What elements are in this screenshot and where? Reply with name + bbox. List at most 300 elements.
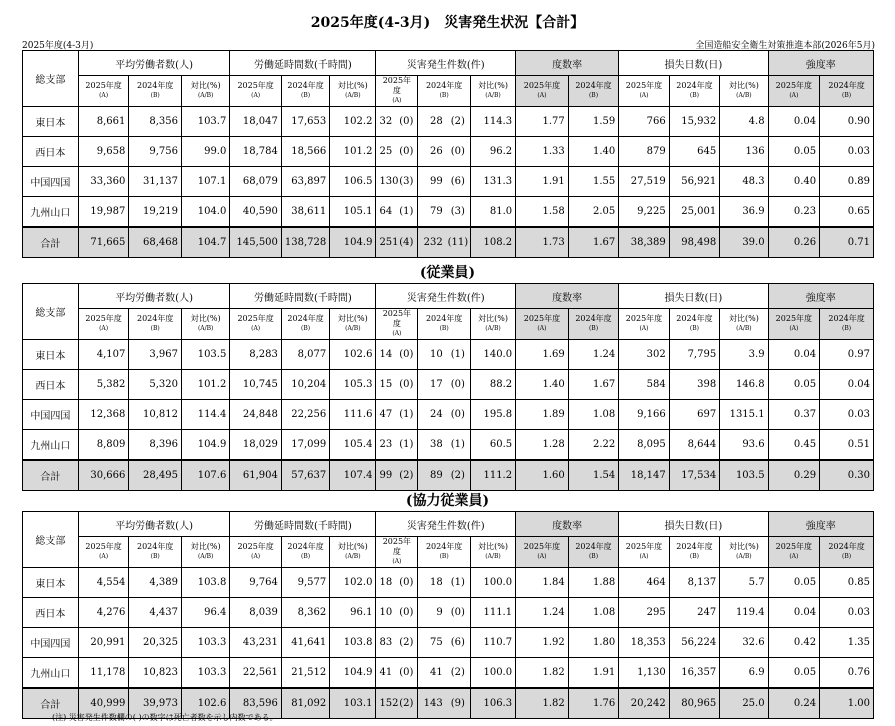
cell-sev_b: 0.76 bbox=[820, 658, 874, 689]
table-row bbox=[23, 197, 874, 228]
cell-freq_a: 1.84 bbox=[516, 568, 569, 598]
period-label: 2025年度(4-3月) bbox=[22, 41, 94, 51]
sub-sev-2024-code: (B) bbox=[842, 553, 852, 560]
sub-hours-ratio-code: (A/B) bbox=[345, 553, 361, 560]
cell-freq_a: 1.91 bbox=[516, 167, 569, 197]
cell-sev_b: 0.85 bbox=[820, 568, 874, 598]
cell-workers_a: 71,665 bbox=[78, 227, 128, 258]
sub-workers-2025 bbox=[78, 76, 128, 107]
cell-acc_r: 100.0 bbox=[470, 568, 515, 598]
cell-acc_a: 23 bbox=[376, 430, 395, 461]
cell-freq_a: 1.73 bbox=[516, 227, 569, 258]
group-lost-days: 損失日数(日) bbox=[619, 51, 768, 76]
cell-hours_r: 102.0 bbox=[330, 568, 376, 598]
cell-workers_a: 11,178 bbox=[78, 658, 128, 689]
sub-lost-2025 bbox=[619, 537, 669, 568]
cell-freq_a: 1.77 bbox=[516, 107, 569, 137]
sub-acc-2024-code: (B) bbox=[439, 553, 449, 560]
cell-workers_r: 103.3 bbox=[181, 658, 229, 689]
sub-freq-2025-code: (A) bbox=[537, 553, 547, 560]
sub-hours-2025 bbox=[230, 76, 282, 107]
cell-hours_b: 21,512 bbox=[281, 658, 329, 689]
group-workers: 平均労働者数(人) bbox=[78, 284, 229, 309]
cell-hours_r: 96.1 bbox=[330, 598, 376, 628]
cell-hours_r: 104.9 bbox=[330, 658, 376, 689]
branch-name: 九州山口 bbox=[23, 658, 79, 689]
cell-workers_a: 4,276 bbox=[78, 598, 128, 628]
cell-sev_b: 1.00 bbox=[820, 688, 874, 719]
sub-lost-2025-code: (A) bbox=[639, 92, 649, 99]
branch-name: 合計 bbox=[23, 227, 79, 258]
cell-hours_r: 105.3 bbox=[330, 370, 376, 400]
sub-freq-2024 bbox=[568, 76, 618, 107]
cell-workers_b: 68,468 bbox=[129, 227, 182, 258]
cell-acc_a_deaths: (2) bbox=[395, 688, 418, 719]
sub-acc-2025-year: 2025年度 bbox=[382, 76, 412, 95]
cell-lost_a: 464 bbox=[619, 568, 669, 598]
branch-header: 総支部 bbox=[23, 51, 79, 107]
cell-acc_a_deaths: (0) bbox=[395, 658, 418, 689]
group-hours: 労働延時間数(千時間) bbox=[230, 512, 376, 537]
sub-sev-2024-year: 2024年度 bbox=[828, 542, 865, 551]
sub-freq-2025 bbox=[516, 76, 569, 107]
cell-hours_a: 43,231 bbox=[230, 628, 282, 658]
cell-freq_b: 1.40 bbox=[568, 137, 618, 167]
cell-acc_a: 10 bbox=[376, 598, 395, 628]
cell-lost_a: 20,242 bbox=[619, 688, 669, 719]
cell-sev_b: 0.90 bbox=[820, 107, 874, 137]
sub-hours-ratio bbox=[330, 309, 376, 340]
cell-acc_a_deaths: (2) bbox=[395, 460, 418, 491]
cell-lost_b: 398 bbox=[669, 370, 719, 400]
cell-workers_r: 104.0 bbox=[181, 197, 229, 228]
cell-freq_a: 1.82 bbox=[516, 658, 569, 689]
sub-lost-ratio-code: (A/B) bbox=[736, 325, 752, 332]
cell-lost_b: 697 bbox=[669, 400, 719, 430]
sub-hours-ratio-code: (A/B) bbox=[345, 325, 361, 332]
sub-acc-2025-code: (A) bbox=[392, 330, 402, 337]
sub-workers-ratio-year: 対比(%) bbox=[190, 314, 221, 323]
sub-acc-2024 bbox=[418, 76, 471, 107]
cell-workers_b: 20,325 bbox=[129, 628, 182, 658]
cell-workers_a: 5,382 bbox=[78, 370, 128, 400]
cell-workers_b: 8,356 bbox=[129, 107, 182, 137]
cell-hours_b: 63,897 bbox=[281, 167, 329, 197]
sub-freq-2024-year: 2024年度 bbox=[575, 542, 612, 551]
group-severity: 強度率 bbox=[768, 512, 873, 537]
sub-freq-2025-code: (A) bbox=[537, 325, 547, 332]
table-row bbox=[23, 568, 874, 598]
sub-hours-2024-code: (B) bbox=[301, 325, 311, 332]
cell-lost_r: 39.0 bbox=[720, 227, 768, 258]
cell-acc_a_deaths: (0) bbox=[395, 568, 418, 598]
cell-sev_b: 0.03 bbox=[820, 400, 874, 430]
cell-workers_b: 10,823 bbox=[129, 658, 182, 689]
cell-sev_b: 0.03 bbox=[820, 137, 874, 167]
cell-acc_b_deaths: (3) bbox=[446, 197, 471, 228]
cell-sev_b: 0.51 bbox=[820, 430, 874, 461]
sub-lost-2024-year: 2024年度 bbox=[676, 81, 713, 90]
cell-lost_a: 879 bbox=[619, 137, 669, 167]
sub-lost-2025 bbox=[619, 76, 669, 107]
sub-hours-2024-year: 2024年度 bbox=[287, 542, 324, 551]
cell-hours_b: 10,204 bbox=[281, 370, 329, 400]
cell-hours_r: 103.1 bbox=[330, 688, 376, 719]
cell-lost_b: 8,137 bbox=[669, 568, 719, 598]
cell-hours_b: 41,641 bbox=[281, 628, 329, 658]
table-row bbox=[23, 227, 874, 258]
cell-acc_r: 111.2 bbox=[470, 460, 515, 491]
sub-lost-ratio-year: 対比(%) bbox=[728, 314, 759, 323]
cell-workers_b: 4,437 bbox=[129, 598, 182, 628]
cell-freq_a: 1.89 bbox=[516, 400, 569, 430]
sub-lost-ratio bbox=[720, 537, 768, 568]
cell-acc_b_deaths: (2) bbox=[446, 107, 471, 137]
cell-freq_b: 1.76 bbox=[568, 688, 618, 719]
sub-sev-2025-code: (A) bbox=[789, 92, 799, 99]
branch-name: 東日本 bbox=[23, 568, 79, 598]
sub-lost-2025 bbox=[619, 309, 669, 340]
cell-freq_b: 1.88 bbox=[568, 568, 618, 598]
sub-lost-2025-code: (A) bbox=[639, 325, 649, 332]
sub-workers-2025-year: 2025年度 bbox=[85, 314, 122, 323]
cell-freq_a: 1.58 bbox=[516, 197, 569, 228]
cell-freq_b: 2.22 bbox=[568, 430, 618, 461]
cell-lost_r: 103.5 bbox=[720, 460, 768, 491]
sub-workers-2025 bbox=[78, 309, 128, 340]
cell-workers_a: 8,809 bbox=[78, 430, 128, 461]
cell-workers_a: 9,658 bbox=[78, 137, 128, 167]
cell-workers_b: 19,219 bbox=[129, 197, 182, 228]
table-row bbox=[23, 400, 874, 430]
sub-sev-2025 bbox=[768, 537, 820, 568]
cell-workers_r: 101.2 bbox=[181, 370, 229, 400]
cell-workers_r: 102.6 bbox=[181, 688, 229, 719]
sub-sev-2025 bbox=[768, 309, 820, 340]
cell-hours_a: 8,283 bbox=[230, 340, 282, 370]
cell-hours_b: 9,577 bbox=[281, 568, 329, 598]
cell-acc_a_deaths: (0) bbox=[395, 370, 418, 400]
cell-hours_a: 24,848 bbox=[230, 400, 282, 430]
cell-lost_r: 136 bbox=[720, 137, 768, 167]
sub-acc-ratio-year: 対比(%) bbox=[478, 314, 508, 323]
cell-sev_b: 1.35 bbox=[820, 628, 874, 658]
cell-lost_r: 5.7 bbox=[720, 568, 768, 598]
cell-lost_r: 32.6 bbox=[720, 628, 768, 658]
cell-acc_b: 17 bbox=[418, 370, 446, 400]
sub-acc-2024-year: 2024年度 bbox=[425, 81, 463, 90]
branch-name: 中国四国 bbox=[23, 167, 79, 197]
sub-lost-ratio-year: 対比(%) bbox=[728, 81, 759, 90]
cell-acc_r: 96.2 bbox=[470, 137, 515, 167]
sub-lost-ratio bbox=[720, 309, 768, 340]
sub-sev-2024 bbox=[820, 309, 874, 340]
sub-sev-2025-year: 2025年度 bbox=[775, 314, 813, 323]
cell-hours_b: 138,728 bbox=[281, 227, 329, 258]
cell-acc_r: 106.3 bbox=[470, 688, 515, 719]
cell-sev_a: 0.23 bbox=[768, 197, 820, 228]
cell-workers_b: 8,396 bbox=[129, 430, 182, 461]
sub-freq-2024 bbox=[568, 309, 618, 340]
sub-workers-ratio-year: 対比(%) bbox=[190, 542, 221, 551]
branch-name: 中国四国 bbox=[23, 628, 79, 658]
sub-acc-2025 bbox=[376, 76, 418, 107]
cell-hours_b: 81,092 bbox=[281, 688, 329, 719]
cell-hours_b: 8,077 bbox=[281, 340, 329, 370]
cell-hours_a: 22,561 bbox=[230, 658, 282, 689]
cell-freq_b: 1.67 bbox=[568, 227, 618, 258]
sub-lost-2025-year: 2025年度 bbox=[625, 81, 663, 90]
cell-sev_b: 0.03 bbox=[820, 598, 874, 628]
cell-sev_b: 0.89 bbox=[820, 167, 874, 197]
cell-hours_b: 38,611 bbox=[281, 197, 329, 228]
sub-hours-2024 bbox=[281, 309, 329, 340]
cell-workers_r: 103.5 bbox=[181, 340, 229, 370]
branch-name: 九州山口 bbox=[23, 197, 79, 228]
cell-lost_b: 17,534 bbox=[669, 460, 719, 491]
sub-hours-2024 bbox=[281, 76, 329, 107]
sub-freq-2024-code: (B) bbox=[588, 92, 599, 99]
cell-workers_a: 33,360 bbox=[78, 167, 128, 197]
cell-hours_a: 68,079 bbox=[230, 167, 282, 197]
cell-lost_b: 25,001 bbox=[669, 197, 719, 228]
cell-hours_r: 103.8 bbox=[330, 628, 376, 658]
sub-lost-2024-year: 2024年度 bbox=[676, 314, 713, 323]
cell-lost_a: 38,389 bbox=[619, 227, 669, 258]
cell-workers_b: 3,967 bbox=[129, 340, 182, 370]
sub-hours-2024-year: 2024年度 bbox=[287, 314, 324, 323]
cell-sev_a: 0.37 bbox=[768, 400, 820, 430]
branch-name: 中国四国 bbox=[23, 400, 79, 430]
cell-acc_r: 108.2 bbox=[470, 227, 515, 258]
sub-acc-ratio-code: (A/B) bbox=[485, 325, 501, 332]
sub-acc-2025-code: (A) bbox=[392, 97, 402, 104]
sub-acc-2024-code: (B) bbox=[439, 325, 449, 332]
sub-hours-2025 bbox=[230, 309, 282, 340]
cell-acc_a: 32 bbox=[376, 107, 395, 137]
group-hours: 労働延時間数(千時間) bbox=[230, 284, 376, 309]
sub-hours-ratio-year: 対比(%) bbox=[337, 81, 368, 90]
cell-sev_a: 0.40 bbox=[768, 167, 820, 197]
table-row bbox=[23, 430, 874, 461]
sub-hours-2025-code: (A) bbox=[251, 92, 261, 99]
cell-acc_a: 25 bbox=[376, 137, 395, 167]
sub-lost-2024 bbox=[669, 537, 719, 568]
sub-lost-2025-year: 2025年度 bbox=[625, 542, 663, 551]
cell-acc_b: 99 bbox=[418, 167, 446, 197]
cell-lost_r: 3.9 bbox=[720, 340, 768, 370]
cell-workers_a: 12,368 bbox=[78, 400, 128, 430]
table-row bbox=[23, 340, 874, 370]
cell-sev_a: 0.04 bbox=[768, 107, 820, 137]
group-accidents: 災害発生件数(件) bbox=[376, 284, 516, 309]
sub-workers-2024 bbox=[129, 309, 182, 340]
sub-acc-ratio-code: (A/B) bbox=[485, 553, 501, 560]
cell-freq_a: 1.60 bbox=[516, 460, 569, 491]
cell-acc_b_deaths: (9) bbox=[446, 688, 471, 719]
cell-acc_b: 79 bbox=[418, 197, 446, 228]
page-title: 2025年度(4-3月) 災害発生状況【合計】 bbox=[310, 15, 585, 31]
sub-workers-2024-year: 2024年度 bbox=[136, 81, 174, 90]
sub-freq-2025-year: 2025年度 bbox=[523, 314, 561, 323]
cell-acc_b_deaths: (6) bbox=[446, 167, 471, 197]
group-workers: 平均労働者数(人) bbox=[78, 51, 229, 76]
cell-freq_b: 1.80 bbox=[568, 628, 618, 658]
cell-freq_a: 1.40 bbox=[516, 370, 569, 400]
cell-freq_b: 1.67 bbox=[568, 370, 618, 400]
cell-acc_r: 131.3 bbox=[470, 167, 515, 197]
sub-sev-2024 bbox=[820, 76, 874, 107]
cell-acc_a: 152 bbox=[376, 688, 395, 719]
sub-freq-2024-code: (B) bbox=[588, 325, 599, 332]
cell-acc_a_deaths: (0) bbox=[395, 340, 418, 370]
cell-acc_b_deaths: (1) bbox=[446, 568, 471, 598]
table-row bbox=[23, 460, 874, 491]
cell-freq_a: 1.24 bbox=[516, 598, 569, 628]
sub-acc-2025-code: (A) bbox=[392, 558, 402, 565]
sub-lost-ratio-code: (A/B) bbox=[736, 553, 752, 560]
sub-lost-ratio-year: 対比(%) bbox=[728, 542, 759, 551]
cell-acc_b: 18 bbox=[418, 568, 446, 598]
cell-lost_b: 80,965 bbox=[669, 688, 719, 719]
group-frequency: 度数率 bbox=[516, 512, 619, 537]
sub-hours-2024-year: 2024年度 bbox=[287, 81, 324, 90]
cell-workers_a: 8,661 bbox=[78, 107, 128, 137]
cell-hours_a: 145,500 bbox=[230, 227, 282, 258]
table-row bbox=[23, 167, 874, 197]
cell-lost_r: 6.9 bbox=[720, 658, 768, 689]
cell-acc_b_deaths: (0) bbox=[446, 137, 471, 167]
cell-acc_r: 140.0 bbox=[470, 340, 515, 370]
cell-lost_a: 18,353 bbox=[619, 628, 669, 658]
cell-hours_r: 101.2 bbox=[330, 137, 376, 167]
cell-lost_b: 98,498 bbox=[669, 227, 719, 258]
cell-acc_a_deaths: (3) bbox=[395, 167, 418, 197]
cell-acc_a_deaths: (0) bbox=[395, 137, 418, 167]
cell-workers_r: 107.6 bbox=[181, 460, 229, 491]
cell-hours_a: 18,047 bbox=[230, 107, 282, 137]
cell-lost_r: 48.3 bbox=[720, 167, 768, 197]
table-row bbox=[23, 370, 874, 400]
cell-freq_b: 1.08 bbox=[568, 598, 618, 628]
cell-acc_a_deaths: (2) bbox=[395, 628, 418, 658]
cell-acc_b: 28 bbox=[418, 107, 446, 137]
sub-lost-2024-code: (B) bbox=[689, 325, 699, 332]
group-accidents: 災害発生件数(件) bbox=[376, 51, 516, 76]
branch-name: 西日本 bbox=[23, 598, 79, 628]
sub-lost-2025-year: 2025年度 bbox=[625, 314, 663, 323]
cell-workers_b: 10,812 bbox=[129, 400, 182, 430]
cell-lost_r: 36.9 bbox=[720, 197, 768, 228]
cell-sev_a: 0.24 bbox=[768, 688, 820, 719]
sub-workers-2025-year: 2025年度 bbox=[85, 81, 122, 90]
group-accidents: 災害発生件数(件) bbox=[376, 512, 516, 537]
cell-sev_a: 0.05 bbox=[768, 658, 820, 689]
table-row bbox=[23, 658, 874, 689]
sub-freq-2025 bbox=[516, 537, 569, 568]
sub-acc-2025 bbox=[376, 537, 418, 568]
branch-header: 総支部 bbox=[23, 512, 79, 568]
cell-acc_r: 110.7 bbox=[470, 628, 515, 658]
cell-acc_b: 10 bbox=[418, 340, 446, 370]
cell-lost_b: 645 bbox=[669, 137, 719, 167]
sub-workers-2025 bbox=[78, 537, 128, 568]
cell-hours_b: 22,256 bbox=[281, 400, 329, 430]
sub-workers-ratio bbox=[181, 537, 229, 568]
sub-workers-2025-code: (A) bbox=[99, 553, 109, 560]
sub-acc-2024-year: 2024年度 bbox=[425, 314, 463, 323]
sub-acc-2024 bbox=[418, 309, 471, 340]
cell-acc_a: 18 bbox=[376, 568, 395, 598]
accident-table-employees bbox=[22, 283, 874, 491]
cell-acc_a: 64 bbox=[376, 197, 395, 228]
branch-name: 九州山口 bbox=[23, 430, 79, 461]
cell-hours_r: 107.4 bbox=[330, 460, 376, 491]
cell-workers_b: 9,756 bbox=[129, 137, 182, 167]
cell-workers_a: 4,107 bbox=[78, 340, 128, 370]
cell-freq_b: 1.91 bbox=[568, 658, 618, 689]
sub-sev-2024-code: (B) bbox=[842, 325, 852, 332]
sub-acc-ratio bbox=[470, 76, 515, 107]
section-title-contractors: (協力従業員) bbox=[405, 493, 490, 509]
cell-acc_r: 195.8 bbox=[470, 400, 515, 430]
sub-freq-2024-code: (B) bbox=[588, 553, 599, 560]
cell-hours_r: 106.5 bbox=[330, 167, 376, 197]
cell-lost_b: 7,795 bbox=[669, 340, 719, 370]
cell-lost_a: 766 bbox=[619, 107, 669, 137]
cell-acc_b: 9 bbox=[418, 598, 446, 628]
cell-acc_b_deaths: (11) bbox=[446, 227, 471, 258]
sub-hours-2025-year: 2025年度 bbox=[237, 81, 274, 90]
cell-acc_a: 14 bbox=[376, 340, 395, 370]
cell-hours_b: 18,566 bbox=[281, 137, 329, 167]
cell-workers_r: 103.8 bbox=[181, 568, 229, 598]
sub-freq-2024-year: 2024年度 bbox=[575, 314, 612, 323]
cell-acc_b_deaths: (0) bbox=[446, 598, 471, 628]
cell-freq_a: 1.92 bbox=[516, 628, 569, 658]
cell-acc_b: 38 bbox=[418, 430, 446, 461]
cell-lost_r: 119.4 bbox=[720, 598, 768, 628]
cell-lost_b: 247 bbox=[669, 598, 719, 628]
cell-lost_a: 1,130 bbox=[619, 658, 669, 689]
cell-lost_b: 16,357 bbox=[669, 658, 719, 689]
cell-freq_b: 2.05 bbox=[568, 197, 618, 228]
group-lost-days: 損失日数(日) bbox=[619, 284, 768, 309]
group-frequency: 度数率 bbox=[516, 51, 619, 76]
sub-workers-2024-code: (B) bbox=[150, 325, 160, 332]
cell-workers_a: 30,666 bbox=[78, 460, 128, 491]
cell-freq_b: 1.08 bbox=[568, 400, 618, 430]
cell-lost_a: 18,147 bbox=[619, 460, 669, 491]
accident-table-contractors bbox=[22, 511, 874, 719]
cell-hours_b: 57,637 bbox=[281, 460, 329, 491]
branch-name: 合計 bbox=[23, 460, 79, 491]
sub-acc-ratio-year: 対比(%) bbox=[478, 542, 508, 551]
cell-lost_a: 9,225 bbox=[619, 197, 669, 228]
branch-name: 東日本 bbox=[23, 340, 79, 370]
accident-table-total bbox=[22, 50, 874, 258]
sub-sev-2024-year: 2024年度 bbox=[828, 314, 865, 323]
cell-sev_a: 0.26 bbox=[768, 227, 820, 258]
branch-header: 総支部 bbox=[23, 284, 79, 340]
sub-freq-2025-code: (A) bbox=[537, 92, 547, 99]
cell-hours_b: 17,653 bbox=[281, 107, 329, 137]
sub-workers-2024-year: 2024年度 bbox=[136, 314, 174, 323]
table-row bbox=[23, 628, 874, 658]
cell-acc_a: 130 bbox=[376, 167, 395, 197]
sub-hours-ratio bbox=[330, 537, 376, 568]
sub-lost-2024 bbox=[669, 76, 719, 107]
